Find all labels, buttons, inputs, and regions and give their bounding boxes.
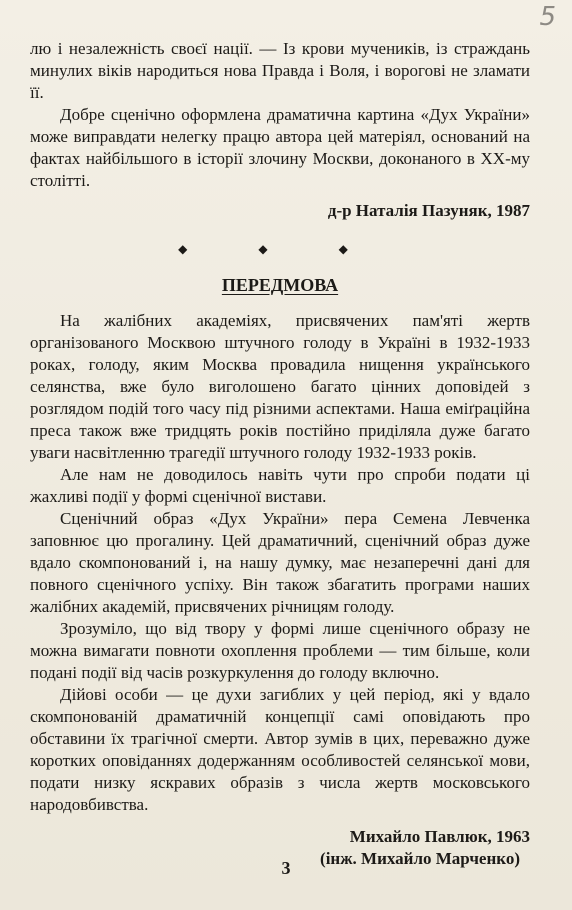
preface-paragraph-3: Сценічний образ «Дух України» пера Семена Левченка заповнює цю прогалину. Цей драматичний, сценічний образ дуже вдало скомпонований і, на нашу думку, має незаперечні дані для повного сценічного успіху. Він також збагатить програми наших жалібних академій, присвячених річницям голоду.: [30, 509, 530, 616]
section-heading: ПЕРЕДМОВА: [221, 275, 339, 295]
preface-paragraph-2: Але нам не доводилось навіть чути про спроби подати ці жахливі події у формі сценічної вистави.: [30, 465, 530, 506]
page-content: [30, 38, 530, 870]
preface-paragraph-5: Дійові особи — це духи загиблих у цей період, які у вдало скомпонованій драматичній концепції самі оповідають про обставини їх трагічної смерти. Автор зумів в цих, переважно дуже коротких оповіданнях додержанням особливостей селянської мови, подати низку яскравих образів з числа жертв московського народовбивства.: [30, 685, 530, 814]
page-number: 3: [281, 858, 291, 878]
preface-signature-name: Михайло Павлюк, 1963: [349, 827, 530, 846]
intro-paragraph-1: лю і незалежність своєї нації. — Із крови мучеників, із страждань минулих віків народиться нова Правда і Воля, і ворогові не зламати її.: [30, 39, 530, 102]
handwritten-page-mark: 5: [539, 2, 556, 32]
section-divider-ornament: ◆ ◆ ◆: [178, 242, 382, 256]
preface-paragraph-1: На жалібних академіях, присвячених пам'яті жертв організованого Москвою штучного голоду в Україні в 1932-1933 роках, голоду, яким Москва провадила нищення українського селянства, вже було виголошено багато цінних доповідей з розглядом подій того часу під різними аспектами. Наша еміґраційна преса також вже тридцять років постійно приділяла дуже багато уваги насвітленню трагедії штучного голоду 1932-1933 років.: [30, 311, 530, 462]
intro-signature: д-р Наталія Пазуняк, 1987: [327, 201, 530, 220]
preface-signature-alias: (інж. Михайло Марченко): [320, 849, 520, 868]
preface-paragraph-4: Зрозуміло, що від твору у формі лише сценічного образу не можна вимагати повноти охоплення проблеми — тим більше, коли подані події від часів розкуркулення до голоду включно.: [30, 619, 530, 682]
intro-paragraph-2: Добре сценічно оформлена драматична картина «Дух України» може виправдати нелегку працю автора цей матеріял, оснований на фактах найбільшого в історії злочину Москви, доконаного в ХХ-му столітті.: [30, 105, 530, 190]
